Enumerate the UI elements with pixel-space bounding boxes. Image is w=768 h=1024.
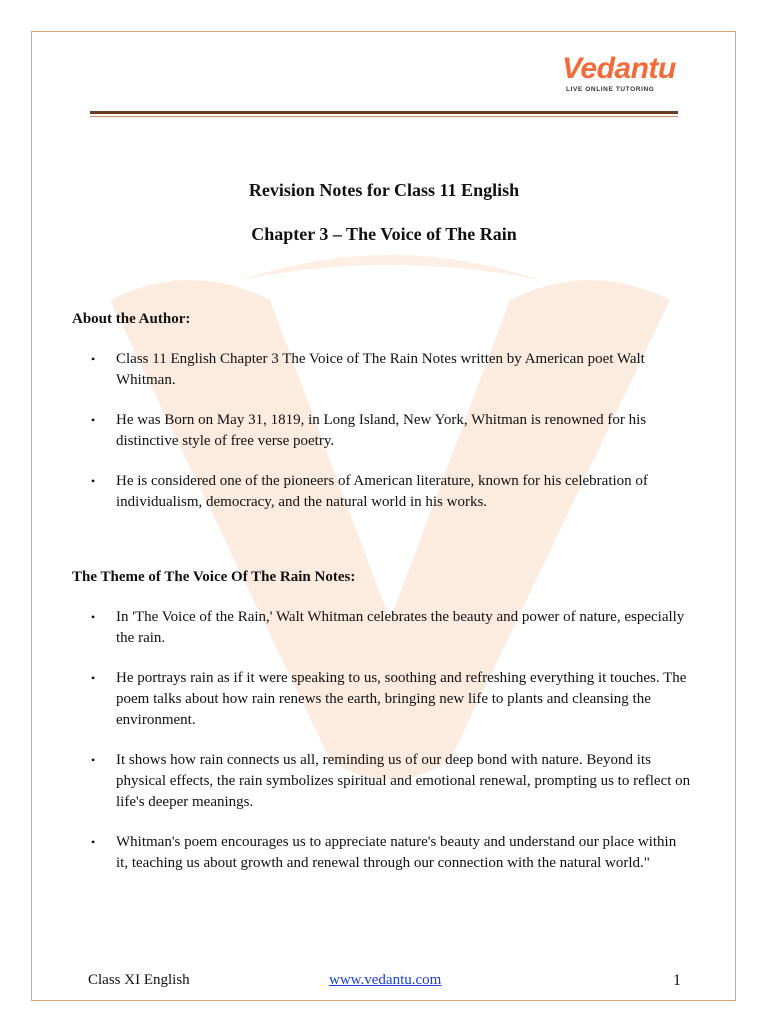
page-number: 1 (673, 972, 681, 989)
list-item-text: He portrays rain as if it were speaking to us, soothing and refreshing everything it touches. The poem talks about how rain renews the earth, bringing new life to plants and cleansing the environment. (116, 670, 687, 728)
bullet-icon: • (91, 413, 96, 427)
section-heading-theme: The Theme of The Voice Of The Rain Notes: (72, 569, 356, 585)
bullet-icon: • (91, 610, 96, 624)
list-item-text: It shows how rain connects us all, reminding us of our deep bond with nature. Beyond its physical effects, the rain symbolizes spiritual and emotional renewal, prompting us to reflect on life's deeper meanings. (116, 752, 691, 810)
bullet-icon: • (91, 753, 96, 767)
header-rule-thin (90, 116, 678, 117)
logo-tagline: LIVE ONLINE TUTORING (566, 86, 655, 93)
list-item-text: In 'The Voice of the Rain,' Walt Whitman celebrates the beauty and power of nature, especially the rain. (116, 609, 685, 646)
list-item (72, 607, 692, 649)
list-item (72, 349, 692, 391)
bullet-icon: • (91, 671, 96, 685)
list-item (72, 471, 692, 513)
list-item (72, 750, 692, 813)
list-item-text: Whitman's poem encourages us to appreciate nature's beauty and understand our place within it, teaching us about growth and renewal through our connection with the natural world." (116, 834, 677, 871)
list-item (72, 410, 692, 452)
document-title: Revision Notes for Class 11 English (248, 180, 520, 200)
theme-bullet-list (72, 607, 692, 874)
bullet-icon: • (91, 474, 96, 488)
chapter-title: Chapter 3 – The Voice of The Rain (251, 224, 517, 244)
footer-website-link[interactable]: www.vedantu.com (329, 972, 442, 988)
footer-class-label: Class XI English (88, 972, 190, 988)
bullet-icon: • (91, 835, 96, 849)
list-item-text: Class 11 English Chapter 3 The Voice of The Rain Notes written by American poet Walt Whitman. (116, 351, 645, 388)
list-item-text: He was Born on May 31, 1819, in Long Island, New York, Whitman is renowned for his distinctive style of free verse poetry. (116, 412, 647, 449)
author-bullet-list (72, 349, 692, 513)
bullet-icon: • (91, 352, 96, 366)
vedantu-logo (562, 52, 676, 93)
section-heading-author: About the Author: (72, 311, 191, 327)
logo-wordmark: Vedantu (562, 52, 676, 85)
list-item (72, 832, 692, 874)
header-rule-thick (90, 111, 678, 114)
list-item-text: He is considered one of the pioneers of American literature, known for his celebration of individualism, democracy, and the natural world in his works. (116, 473, 648, 510)
list-item (72, 668, 692, 731)
